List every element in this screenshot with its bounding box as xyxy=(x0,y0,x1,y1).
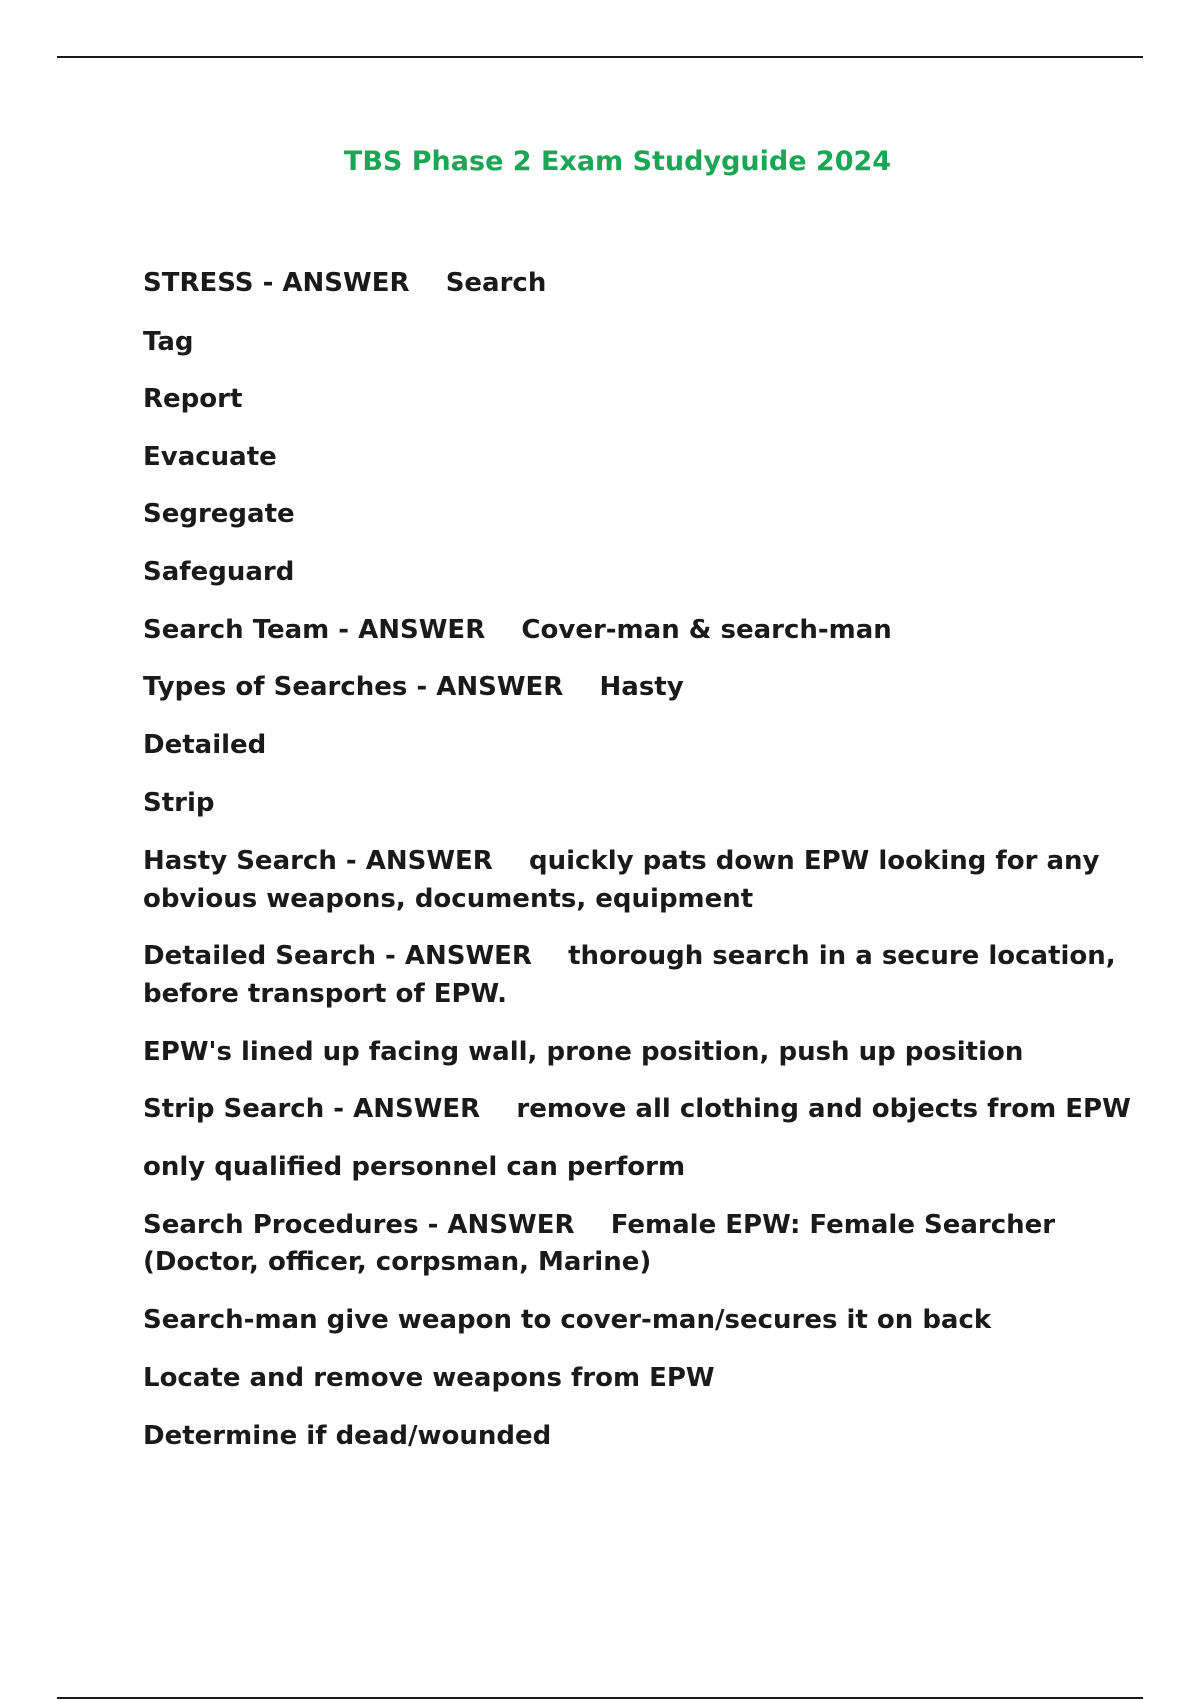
text-line: Locate and remove weapons from EPW xyxy=(143,1363,715,1393)
text-line: before transport of EPW. xyxy=(143,979,507,1009)
text-line: Evacuate xyxy=(143,442,277,472)
top-rule xyxy=(57,56,1143,58)
text-line: Search Procedures - ANSWER Female EPW: Female Searcher xyxy=(143,1210,1056,1240)
text-line: Types of Searches - ANSWER Hasty xyxy=(143,672,684,702)
text-line: Search Team - ANSWER Cover-man & search-man xyxy=(143,615,892,645)
text-line: only qualified personnel can perform xyxy=(143,1152,686,1182)
text-line: Detailed Search - ANSWER thorough search in a secure location, xyxy=(143,941,1116,971)
bottom-rule xyxy=(57,1697,1143,1699)
text-line: Detailed xyxy=(143,730,267,760)
text-line: Safeguard xyxy=(143,557,295,587)
text-line: obvious weapons, documents, equipment xyxy=(143,884,754,914)
text-line: Report xyxy=(143,384,243,414)
text-line: Determine if dead/wounded xyxy=(143,1421,552,1451)
text-line: (Doctor, officer, corpsman, Marine) xyxy=(143,1247,652,1277)
text-line: Hasty Search - ANSWER quickly pats down EPW looking for any xyxy=(143,846,1100,876)
text-line: STRESS - ANSWER Search xyxy=(143,268,547,298)
text-line: Tag xyxy=(143,327,194,357)
text-line: EPW's lined up facing wall, prone position, push up position xyxy=(143,1037,1024,1067)
text-line: Search-man give weapon to cover-man/secures it on back xyxy=(143,1305,992,1335)
text-line: Strip xyxy=(143,788,215,818)
text-line: Segregate xyxy=(143,499,295,529)
page-title: TBS Phase 2 Exam Studyguide 2024 xyxy=(343,146,892,177)
text-line: Strip Search - ANSWER remove all clothing and objects from EPW xyxy=(143,1094,1131,1124)
